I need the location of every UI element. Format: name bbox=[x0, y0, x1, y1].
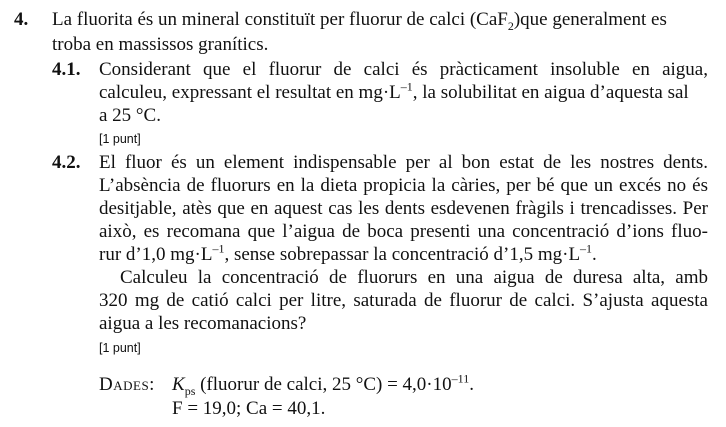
subquestion-4-2-p2-line-2: 320 mg de catió calci per litre, saturada de fluorur de calci. S’ajusta aquesta bbox=[99, 290, 708, 311]
subquestion-number-4-1: 4.1. bbox=[52, 59, 81, 80]
subquestion-4-1-line-2 bbox=[99, 81, 708, 104]
unit-exponent: –1 bbox=[400, 79, 413, 94]
score-label-4-1: [1 punt] bbox=[99, 132, 141, 146]
subquestion-4-1-text: calculeu, expressant el resultat en mg·L bbox=[99, 82, 401, 103]
subquestion-4-2-line-1: El fluor és un element indispensable per al bon estat de les nostres dents. bbox=[99, 152, 708, 173]
kps-subscript: ps bbox=[184, 383, 196, 398]
kps-symbol: K bbox=[172, 374, 185, 395]
question-intro-text: La fluorita és un mineral constituït per fluorur de calci (CaF bbox=[52, 9, 508, 30]
question-number: 4. bbox=[14, 9, 29, 30]
formula-subscript: 2 bbox=[507, 18, 514, 33]
unit-exponent: –1 bbox=[212, 241, 225, 256]
subquestion-4-2-line-2: L’absència de fluorurs en la dieta propicia la càries, per bé que un excés no és bbox=[99, 175, 708, 196]
kps-exponent: –11 bbox=[451, 371, 470, 386]
concentration-text-end: . bbox=[592, 244, 597, 265]
subquestion-4-2-line-3: desitjable, atès que en aquest cas les dents esdevenen fràgils i trencadisses. Per bbox=[99, 198, 708, 219]
unit-exponent: –1 bbox=[580, 241, 593, 256]
score-label-4-2: [1 punt] bbox=[99, 341, 141, 355]
subquestion-4-2-line-4: això, es recomana que l’aigua de boca presenti una concentració d’ions fluo- bbox=[99, 221, 708, 242]
concentration-text-1: rur d’1,0 mg·L bbox=[99, 244, 213, 265]
subquestion-4-2-p2-line-1: Calculeu la concentració de fluorurs en una aigua de duresa alta, amb bbox=[120, 267, 708, 288]
subquestion-number-4-2: 4.2. bbox=[52, 152, 81, 173]
kps-line bbox=[172, 373, 474, 396]
subquestion-4-1-text-end: , la solubilitat en aigua d’aquesta sal bbox=[412, 82, 689, 103]
data-label: Dades: bbox=[99, 374, 155, 395]
question-intro-line-1 bbox=[52, 8, 708, 31]
kps-text: (fluorur de calci, 25 °C) = 4,0·10 bbox=[195, 374, 452, 395]
subquestion-4-1-line-3: a 25 °C. bbox=[99, 105, 161, 126]
concentration-text-2: , sense sobrepassar la concentració d’1,5 mg·L bbox=[224, 244, 581, 265]
subquestion-4-1-line-1: Considerant que el fluorur de calci és pràcticament insoluble en aigua, bbox=[99, 59, 708, 80]
subquestion-4-2-p2-line-3: aigua a les recomanacions? bbox=[99, 313, 307, 334]
kps-end: . bbox=[469, 374, 474, 395]
subquestion-4-2-line-5 bbox=[99, 243, 597, 266]
question-intro-text-end: )que generalment es bbox=[513, 9, 667, 30]
atomic-masses: F = 19,0; Ca = 40,1. bbox=[172, 398, 326, 419]
question-intro-line-2: troba en massissos granítics. bbox=[52, 34, 269, 55]
